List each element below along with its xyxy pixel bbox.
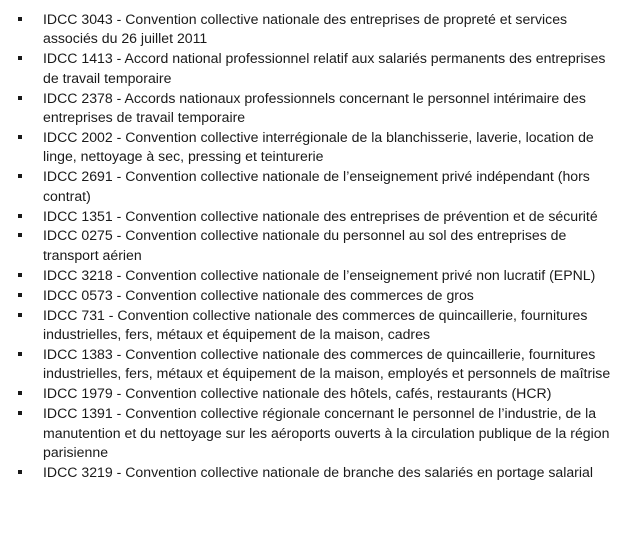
list-item-text: IDCC 2378 - Accords nationaux professionnels concernant le personnel intérimaire des entreprises de travail temporaire <box>43 89 586 126</box>
bullet-icon <box>18 470 22 474</box>
list-item-text: IDCC 3218 - Convention collective nationale de l’enseignement privé non lucratif (EPNL) <box>43 266 596 283</box>
list-item <box>18 286 612 305</box>
bullet-icon <box>18 17 22 21</box>
list-item <box>18 384 612 403</box>
list-item <box>18 404 612 462</box>
bullet-icon <box>18 391 22 395</box>
bullet-icon <box>18 273 22 277</box>
list-item <box>18 167 612 206</box>
list-item <box>18 345 612 384</box>
list-item <box>18 10 612 49</box>
bullet-icon <box>18 352 22 356</box>
list-item <box>18 266 612 285</box>
list-item <box>18 89 612 128</box>
list-item <box>18 49 612 88</box>
list-item <box>18 207 612 226</box>
list-item-text: IDCC 1383 - Convention collective nationale des commerces de quincaillerie, fournitures industrielles, fers, métaux et équipement de la maison, employés et personnels de maîtrise <box>43 345 611 382</box>
bullet-icon <box>18 174 22 178</box>
bullet-icon <box>18 135 22 139</box>
list-item-text: IDCC 731 - Convention collective nationale des commerces de quincaillerie, fournitures industrielles, fers, métaux et équipement de la maison, cadres <box>43 306 588 342</box>
bullet-icon <box>18 56 22 60</box>
list-item <box>18 306 612 345</box>
list-item <box>18 463 612 482</box>
bullet-icon <box>18 214 22 218</box>
list-item-text: IDCC 1979 - Convention collective nationale des hôtels, cafés, restaurants (HCR) <box>43 385 552 402</box>
list-item <box>18 128 612 167</box>
bullet-icon <box>18 293 22 297</box>
list-item-text: IDCC 1351 - Convention collective nationale des entreprises de prévention et de sécurité <box>43 207 598 224</box>
list-item-text: IDCC 3043 - Convention collective nationale des entreprises de propreté et services associés du 26 juillet 2011 <box>43 11 568 47</box>
list-item-text: IDCC 0573 - Convention collective nationale des commerces de gros <box>43 286 474 303</box>
bullet-icon <box>18 313 22 317</box>
list-item <box>18 226 612 265</box>
bullet-icon <box>18 96 22 100</box>
list-item-text: IDCC 1413 - Accord national professionnel relatif aux salariés permanents des entreprises de travail temporaire <box>43 50 606 86</box>
bullet-icon <box>18 411 22 415</box>
list-item-text: IDCC 1391 - Convention collective régionale concernant le personnel de l’industrie, de la manutention et du nettoyage sur les aéroports ouverts à la circulation publique de la région parisienne <box>43 405 610 460</box>
bullet-icon <box>18 233 22 237</box>
list-item-text: IDCC 3219 - Convention collective nationale de branche des salariés en portage salarial <box>43 463 593 480</box>
list-item-text: IDCC 2002 - Convention collective interrégionale de la blanchisserie, laverie, location de linge, nettoyage à sec, pressing et teinturerie <box>43 128 594 165</box>
list-item-text: IDCC 2691 - Convention collective nationale de l’enseignement privé indépendant (hors contrat) <box>43 168 590 204</box>
list-item-text: IDCC 0275 - Convention collective nationale du personnel au sol des entreprises de transport aérien <box>43 227 567 263</box>
